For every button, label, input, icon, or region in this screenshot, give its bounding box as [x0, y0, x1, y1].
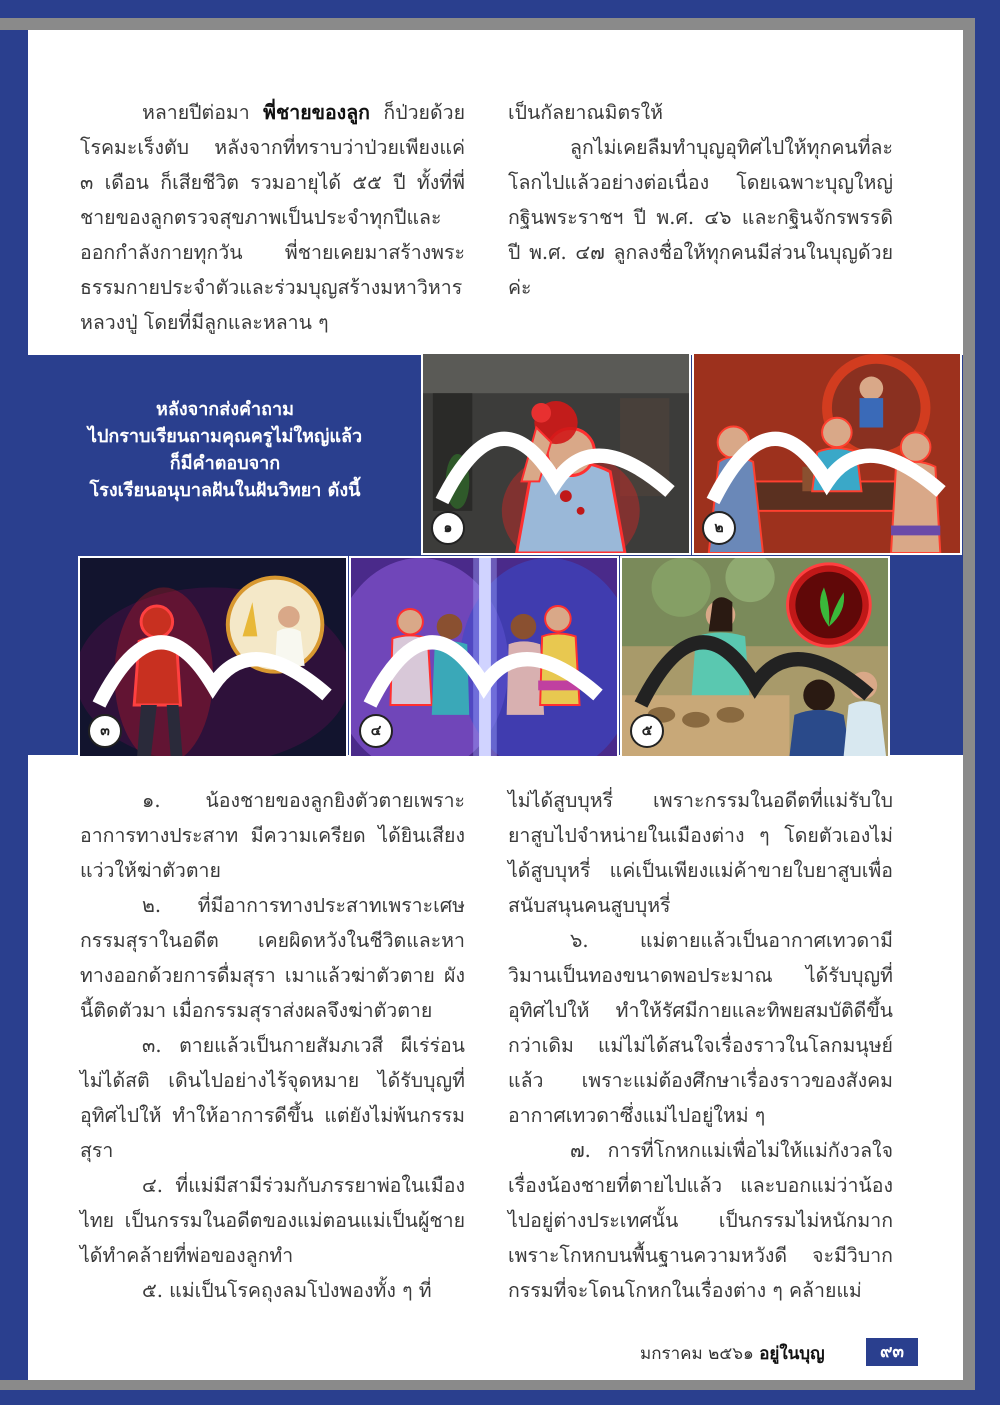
page-number: ๙๓	[866, 1338, 918, 1366]
artist-signature-icon	[694, 354, 960, 553]
image-number-badge: ๑	[431, 511, 465, 545]
answer-paragraph: ๑. น้องชายของลูกยิงตัวตายเพราะอาการทางประสาท มีความเครียด ได้ยินเสียงแว่วให้ฆ่าตัวตาย	[80, 789, 465, 882]
brother-emphasis: พี่ชายของลูก	[263, 101, 370, 124]
answer-paragraph: ๗. การที่โกหกแม่เพื่อไม่ให้แม่กังวลใจเรื่องน้องชายที่ตายไปแล้ว และบอกแม่ว่าน้องไปอยู่ต่างประเทศนั้น เป็นกรรมไม่หนักมากเพราะโกหกบนพื้นฐานความหวังดี จะมีวิบากกรรมที่จะโดนโกหกในเรื่องต่าง ๆ คล้ายแม่	[508, 1139, 893, 1302]
answer-paragraph: ๖. แม่ตายแล้วเป็นอากาศเทวดามีวิมานเป็นทองขนาดพอประมาณ ได้รับบุญที่อุทิศไปให้ ทำให้รัศมีกายและทิพยสมบัติดีขึ้นกว่าเดิม แม่ไม่ได้สนใจเรื่องราวในโลกมนุษย์แล้ว เพราะแม่ต้องศึกษาเรื่องราวของสังคมอากาศเทวดาซึ่งแม่ไปอยู่ใหม่ ๆ	[508, 929, 893, 1127]
paragraph: หลายปีต่อมา พี่ชายของลูก ก็ป่วยด้วยโรคมะเร็งตับ หลังจากที่ทราบว่าป่วยเพียงแค่ ๓ เดือน ก็เสียชีวิต รวมอายุได้ ๕๕ ปี ทั้งที่พี่ชายของลูกตรวจสุขภาพเป็นประจำทุกปีและออกกำลังกายทุกวัน พี่ชายเคยมาสร้างพระธรรมกายประจำตัวและร่วมบุญสร้างมหาวิหารหลวงปู่ โดยที่มีลูกและหลาน ๆ	[80, 101, 465, 334]
answer-paragraph: ๒. ที่มีอาการทางประสาทเพราะเศษกรรมสุราในอดีต เคยผิดหวังในชีวิตและหาทางออกด้วยการดื่มสุรา เมาแล้วฆ่าตัวตาย ผังนี้ติดตัวมา เมื่อกรรมสุราส่งผลจึงฆ่าตัวตาย	[80, 894, 465, 1022]
frame-border-right	[963, 18, 975, 1390]
image-number-badge: ๕	[630, 714, 664, 748]
illustration-4	[349, 556, 619, 758]
page-footer	[640, 1340, 825, 1367]
issue-date: มกราคม ๒๕๖๑	[640, 1344, 760, 1364]
image-number-badge: ๓	[88, 714, 122, 748]
top-right-column	[508, 95, 893, 305]
answer-paragraph: ๕. แม่เป็นโรคถุงลมโป่งพองทั้ง ๆ ที่	[142, 1279, 432, 1302]
frame-border-top	[0, 18, 975, 30]
image-number-badge: ๔	[359, 714, 393, 748]
artist-signature-icon	[80, 558, 346, 756]
artist-signature-icon	[622, 558, 888, 756]
illustration-1	[421, 352, 691, 555]
illustration-2	[692, 352, 962, 555]
paragraph: เป็นกัลยาณมิตรให้	[508, 101, 663, 124]
magazine-title: อยู่ในบุญ	[759, 1344, 825, 1364]
bottom-left-column	[80, 783, 465, 1308]
answer-paragraph: ๔. ที่แม่มีสามีร่วมกับภรรยาพ่อในเมืองไทย เป็นกรรมในอดีตของแม่ตอนแม่เป็นผู้ชาย ได้ทำคล้ายที่พ่อของลูกทำ	[80, 1174, 465, 1267]
bottom-right-column	[508, 783, 893, 1308]
illustration-3	[78, 556, 348, 758]
question-caption: หลังจากส่งคำถาม ไปกราบเรียนถามคุณครูไม่ใหญ่แล้ว ก็มีคำตอบจาก โรงเรียนอนุบาลฝันในฝันวิทยา ดังนี้	[87, 399, 363, 501]
answer-paragraph: ไม่ได้สูบบุหรี่ เพราะกรรมในอดีตที่แม่รับใบยาสูบไปจำหน่ายในเมืองต่าง ๆ โดยตัวเองไม่ได้สูบบุหรี่ แค่เป็นเพียงแม่ค้าขายใบยาสูบเพื่อสนับสนุนคนสูบบุหรี่	[508, 789, 893, 917]
frame-border-bottom	[0, 1380, 975, 1390]
image-number-badge: ๒	[702, 511, 736, 545]
artist-signature-icon	[423, 354, 689, 553]
top-left-column	[80, 95, 465, 340]
answer-paragraph: ๓. ตายแล้วเป็นกายสัมภเวสี ผีเร่ร่อน ไม่ได้สติ เดินไปอย่างไร้จุดหมาย ได้รับบุญที่อุทิศไปให้ ทำให้อาการดีขึ้น แต่ยังไม่พ้นกรรมสุรา	[80, 1034, 465, 1162]
paragraph: ลูกไม่เคยลืมทำบุญอุทิศไปให้ทุกคนที่ละโลกไปแล้วอย่างต่อเนื่อง โดยเฉพาะบุญใหญ่กฐินพระราชฯ ปี พ.ศ. ๔๖ และกฐินจักรพรรดิ ปี พ.ศ. ๔๗ ลูกลงชื่อให้ทุกคนมีส่วนในบุญด้วยค่ะ	[508, 136, 893, 299]
artist-signature-icon	[351, 558, 617, 756]
illustration-5	[620, 556, 890, 758]
